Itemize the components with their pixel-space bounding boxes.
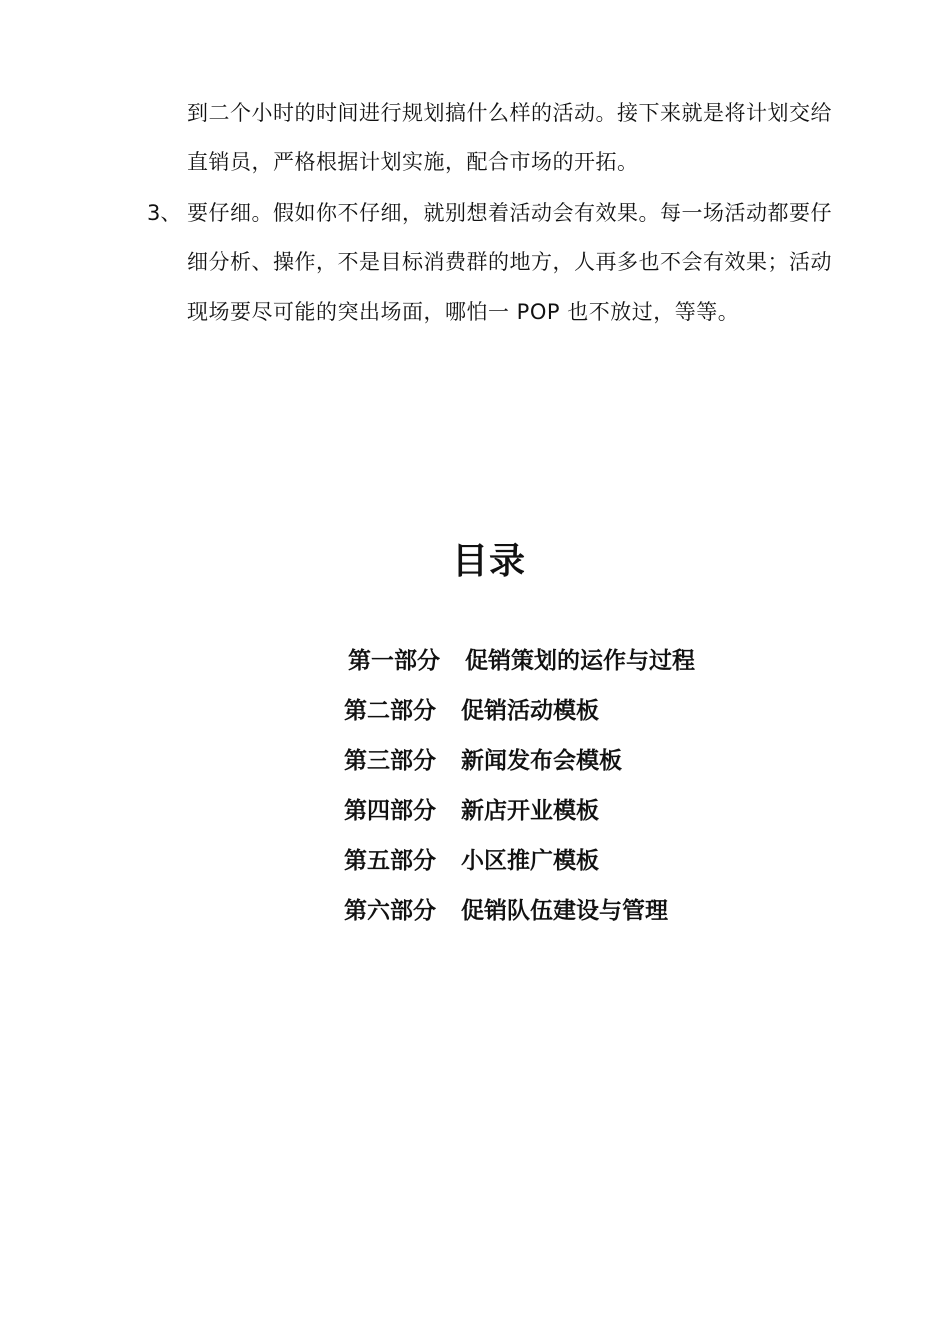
toc-entry-title: 促销队伍建设与管理	[461, 898, 668, 924]
toc-entry[interactable]	[344, 845, 599, 877]
paragraph-line: 到二个小时的时间进行规划搞什么样的活动。接下来就是将计划交给	[187, 101, 832, 125]
paragraph-line: 要仔细。假如你不仔细，就别想着活动会有效果。每一场活动都要仔	[187, 201, 832, 225]
toc-title: 目录	[451, 541, 526, 582]
list-item-number: 3、	[147, 201, 182, 225]
paragraph-line: 现场要尽可能的突出场面，哪怕一 POP 也不放过，等等。	[187, 300, 740, 324]
paragraph-line: 细分析、操作，不是目标消费群的地方，人再多也不会有效果；活动	[187, 250, 832, 274]
toc-entry[interactable]	[348, 645, 695, 677]
toc-part-label: 第五部分	[344, 848, 436, 874]
paragraph-line: 直销员，严格根据计划实施，配合市场的开拓。	[187, 150, 639, 174]
toc-entry-title: 新闻发布会模板	[461, 748, 622, 774]
toc-part-label: 第二部分	[344, 698, 436, 724]
toc-entry[interactable]	[344, 745, 622, 777]
toc-entry-title: 新店开业模板	[461, 798, 599, 824]
toc-part-label: 第四部分	[344, 798, 436, 824]
toc-entry-title: 促销策划的运作与过程	[465, 648, 695, 674]
toc-entry[interactable]	[344, 895, 668, 927]
toc-part-label: 第六部分	[344, 898, 436, 924]
toc-entry-title: 促销活动模板	[461, 698, 599, 724]
toc-entry[interactable]	[344, 795, 599, 827]
toc-entry[interactable]	[344, 695, 599, 727]
toc-part-label: 第一部分	[348, 648, 440, 674]
toc-part-label: 第三部分	[344, 748, 436, 774]
toc-entry-title: 小区推广模板	[461, 848, 599, 874]
